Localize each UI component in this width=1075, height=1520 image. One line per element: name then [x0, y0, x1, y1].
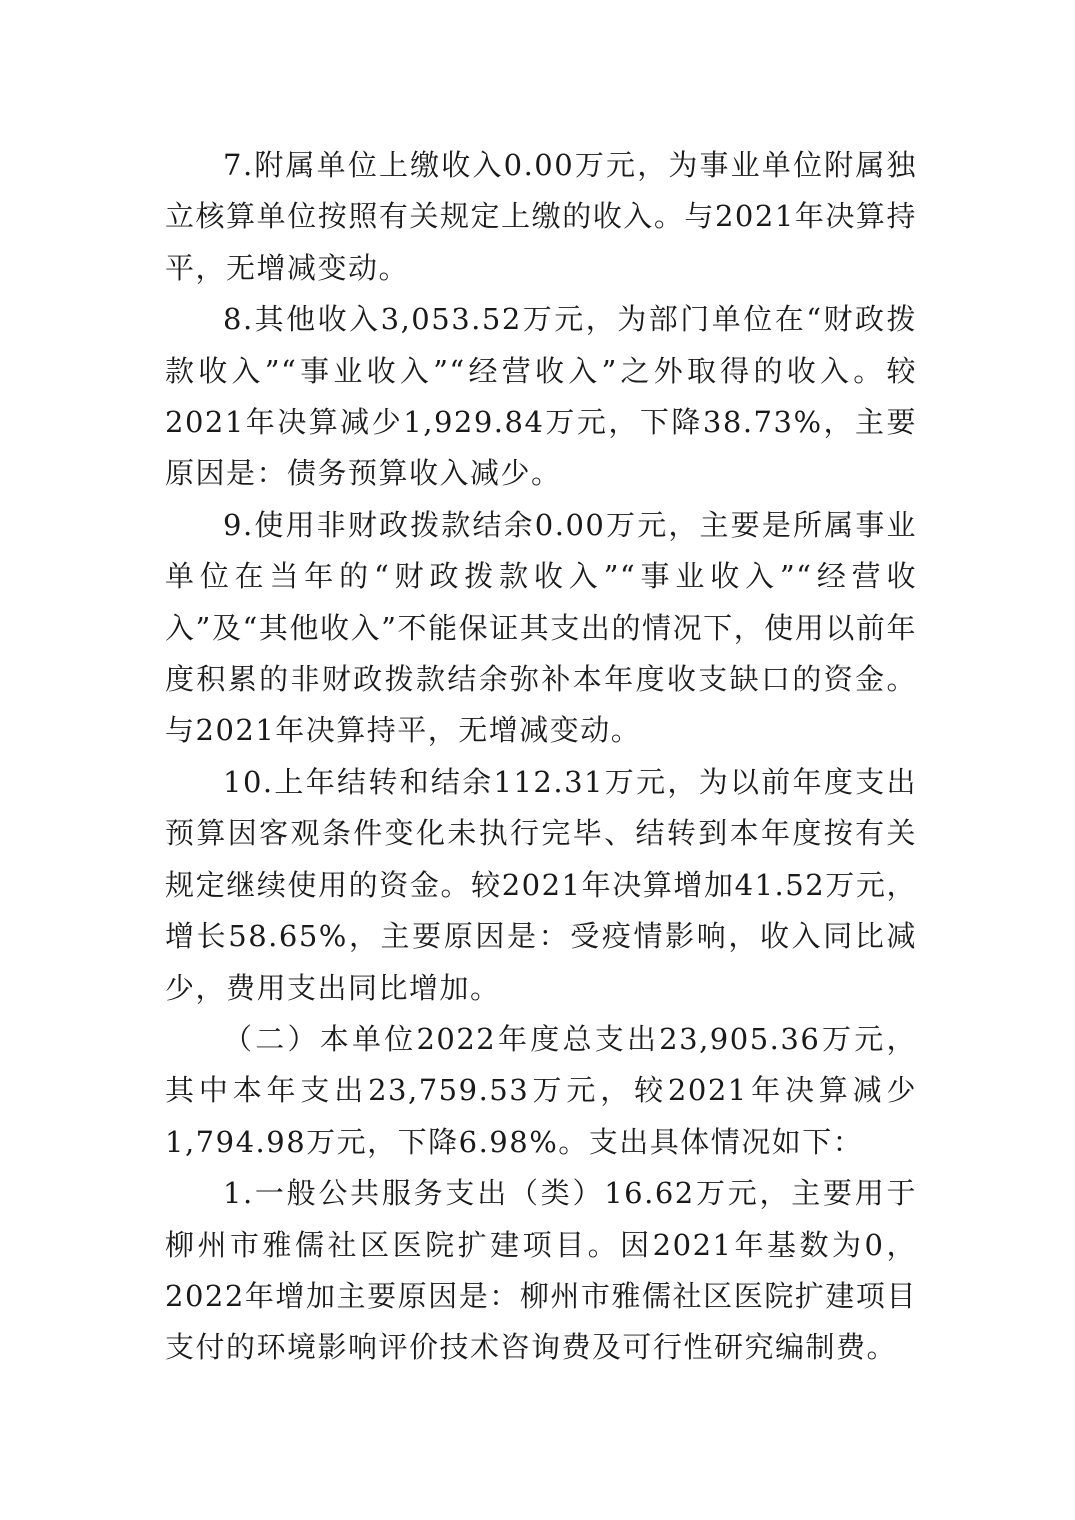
- paragraph-affiliated-unit-income: 7.附属单位上缴收入0.00万元，为事业单位附属独立核算单位按照有关规定上缴的收入。与2021年决算持平，无增减变动。: [165, 148, 917, 285]
- paragraph-carryover-surplus: 10.上年结转和结余112.31万元，为以前年度支出预算因客观条件变化未执行完毕、结转到本年度按有关规定继续使用的资金。较2021年决算增加41.52万元，增长58.65%，主要原因是：受疫情影响，收入同比减少，费用支出同比增加。: [165, 764, 917, 1005]
- paragraph-other-income: 8.其他收入3,053.52万元，为部门单位在“财政拨款收入”“事业收入”“经营收入”之外取得的收入。较2021年决算减少1,929.84万元，下降38.73%，主要原因是：债务预算收入减少。: [165, 302, 917, 491]
- document-body: [165, 140, 917, 1374]
- paragraph-non-fiscal-surplus: 9.使用非财政拨款结余0.00万元，主要是所属事业单位在当年的“财政拨款收入”“事业收入”“经营收入”及“其他收入”不能保证其支出的情况下，使用以前年度积累的非财政拨款结余弥补本年度收支缺口的资金。与2021年决算持平，无增减变动。: [165, 507, 917, 748]
- paragraph-general-public-services: 1.一般公共服务支出（类）16.62万元，主要用于柳州市雅儒社区医院扩建项目。因2021年基数为0，2022年增加主要原因是：柳州市雅儒社区医院扩建项目支付的环境影响评价技术咨询费及可行性研究编制费。: [165, 1176, 917, 1365]
- paragraph-total-expenditure: （二）本单位2022年度总支出23,905.36万元，其中本年支出23,759.53万元，较2021年决算减少1,794.98万元，下降6.98%。支出具体情况如下：: [165, 1021, 917, 1159]
